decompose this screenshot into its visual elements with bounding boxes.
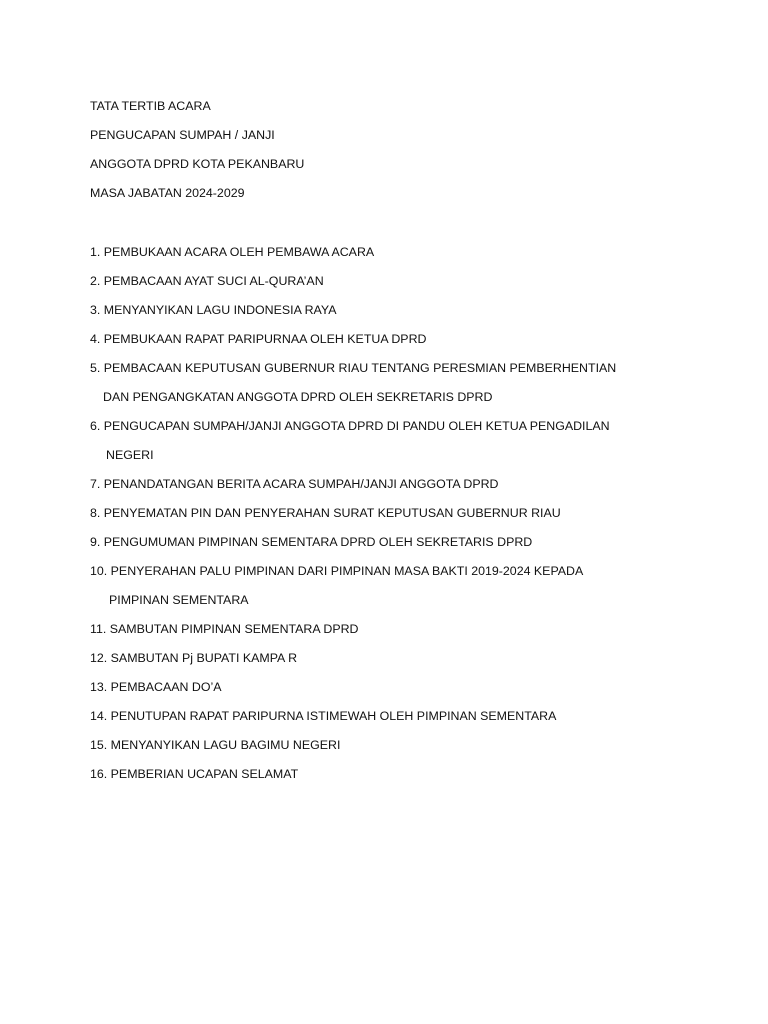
- list-item: 8. PENYEMATAN PIN DAN PENYERAHAN SURAT KEPUTUSAN GUBERNUR RIAU: [90, 506, 561, 520]
- list-item: 15. MENYANYIKAN LAGU BAGIMU NEGERI: [90, 738, 341, 752]
- spacer: [90, 208, 730, 238]
- list-item: 9. PENGUMUMAN PIMPINAN SEMENTARA DPRD OLEH SEKRETARIS DPRD: [90, 535, 533, 549]
- list-item-continuation: NEGERI: [106, 448, 154, 462]
- list-item: 1. PEMBUKAAN ACARA OLEH PEMBAWA ACARA: [90, 245, 375, 259]
- list-item: 16. PEMBERIAN UCAPAN SELAMAT: [90, 767, 299, 781]
- document-body: [90, 92, 730, 789]
- list-item: 10. PENYERAHAN PALU PIMPINAN DARI PIMPINAN MASA BAKTI 2019-2024 KEPADA: [90, 564, 584, 578]
- agenda-list: [90, 238, 730, 789]
- list-item-continuation: PIMPINAN SEMENTARA: [109, 593, 249, 607]
- list-item-continuation: DAN PENGANGKATAN ANGGOTA DPRD OLEH SEKRETARIS DPRD: [103, 390, 493, 404]
- list-item: 6. PENGUCAPAN SUMPAH/JANJI ANGGOTA DPRD DI PANDU OLEH KETUA PENGADILAN: [90, 419, 610, 433]
- list-item: 7. PENANDATANGAN BERITA ACARA SUMPAH/JANJI ANGGOTA DPRD: [90, 477, 499, 491]
- list-item: 11. SAMBUTAN PIMPINAN SEMENTARA DPRD: [90, 622, 359, 636]
- list-item: 3. MENYANYIKAN LAGU INDONESIA RAYA: [90, 303, 337, 317]
- list-item: 12. SAMBUTAN Pj BUPATI KAMPA R: [90, 651, 298, 665]
- doc-subtitle: PENGUCAPAN SUMPAH / JANJI: [90, 128, 275, 142]
- list-item: 4. PEMBUKAAN RAPAT PARIPURNAA OLEH KETUA DPRD: [90, 332, 427, 346]
- list-item: 14. PENUTUPAN RAPAT PARIPURNA ISTIMEWAH OLEH PIMPINAN SEMENTARA: [90, 709, 557, 723]
- list-item: 13. PEMBACAAN DO’A: [90, 680, 222, 694]
- doc-subtitle: MASA JABATAN 2024-2029: [90, 186, 245, 200]
- list-item: 2. PEMBACAAN AYAT SUCI AL-QURA’AN: [90, 274, 324, 288]
- doc-title: TATA TERTIB ACARA: [90, 99, 211, 113]
- list-item: 5. PEMBACAAN KEPUTUSAN GUBERNUR RIAU TENTANG PERESMIAN PEMBERHENTIAN: [90, 361, 617, 375]
- doc-subtitle: ANGGOTA DPRD KOTA PEKANBARU: [90, 157, 305, 171]
